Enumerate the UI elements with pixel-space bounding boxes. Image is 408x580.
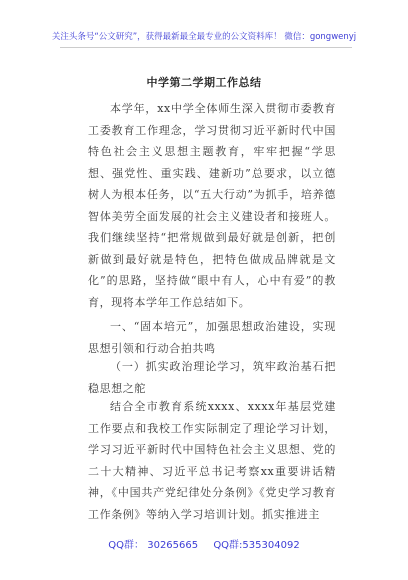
footer-qq-group-1: QQ群： 30265665 [108, 540, 199, 551]
header-promo-note: 关注头条号“公文研究”，获得最新最全最专业的公文资料库！ 微信：gongwenyj [51, 32, 357, 42]
footer-qq-group-2: QQ群:535304092 [213, 540, 300, 551]
section-heading-1: 一、“固本培元”，加强思想政治建设，实现思想引领和行动合拍共鸣 [88, 320, 336, 355]
footer-contact [0, 536, 408, 551]
document-title: 中学第二学期工作总结 [146, 76, 262, 89]
paragraph-intro: 本学年，xx中学全体师生深入贯彻市委教育工委教育工作理念，学习贯彻习近平新时代中国特色社会主义思想主题教育，牢牢把握“学思想、强党性、重实践、建新功”总要求，以立德树人为根本任务，以“五大行动”为抓手，培养德智体美劳全面发展的社会主义建设者和接班人。我们继续坚持“把常规做到最好就是创新，把创新做到最好就是特色，把特色做成品牌就是文化”的思路，坚持做“眼中有人，心中有爱”的教育，现将本学年工作总结如下。 [88, 102, 336, 309]
subsection-heading-1: （一）抓实政治理论学习，筑牢政治基石把稳思想之舵 [88, 360, 336, 395]
paragraph-body: 结合全市教育系统xxxx、xxxx年基层党建工作要点和我校工作实际制定了理论学习计划，学习习近平新时代中国特色社会主义思想、党的二十大精神、习近平总书记考察xx重要讲话精神，《中国共产党纪律处分条例》《党史学习教育工作条例》等纳入学习培训计划。抓实推进主 [88, 400, 336, 521]
header-divider [60, 47, 352, 48]
